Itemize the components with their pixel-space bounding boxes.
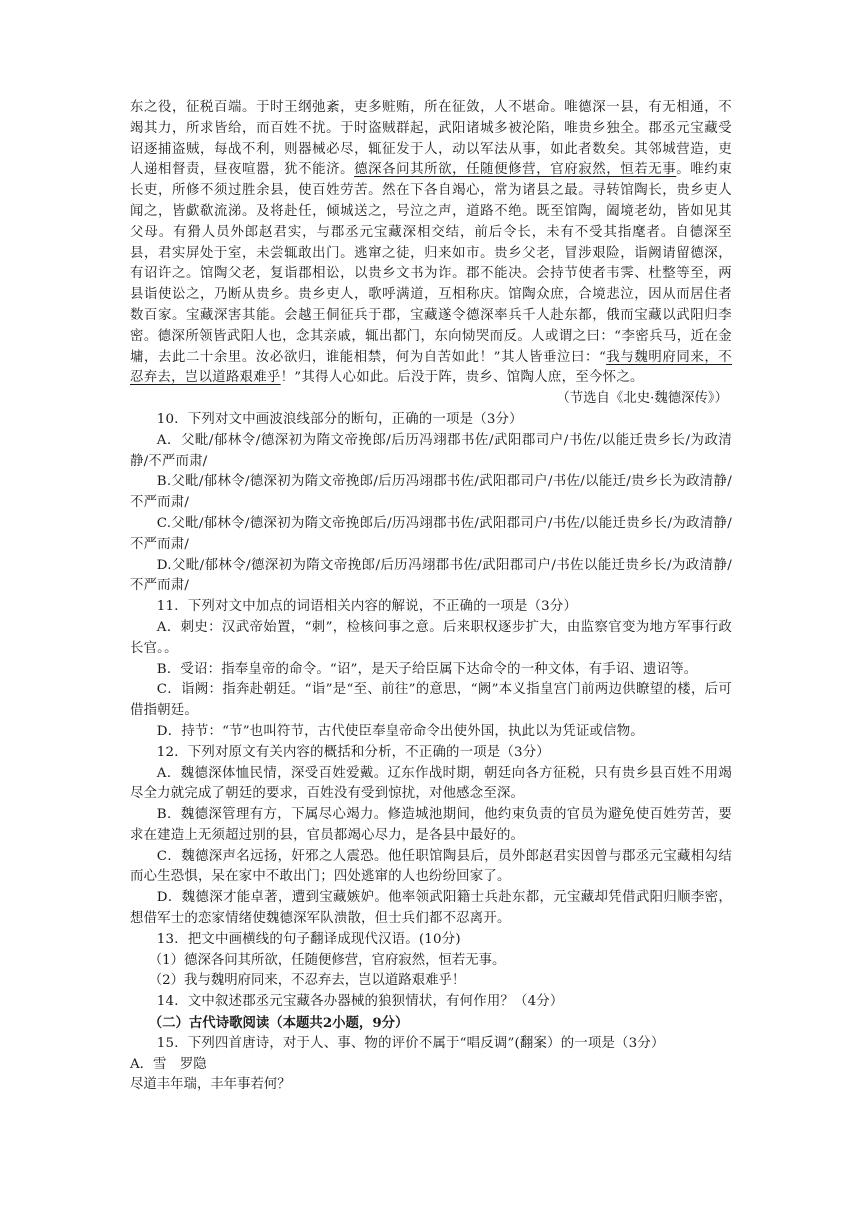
exam-page: [130, 98, 732, 1096]
question-11-option-b: B．受诏：指奉皇帝的命令。“诏”，是天子给臣属下达命令的一种文体，有手诏、遗诏等。: [156, 661, 698, 677]
underlined-sentence-2: 我与魏明府同来，不忍弃去，岂以道路艰难乎: [130, 349, 732, 386]
passage-segment: 。唯约束长吏，所修不须过胜余县，使百姓劳苦。然在下各自竭心，常为诸县之最。寻转馆陶长，贵乡吏人闻之，皆歔欷流涕。及将赴任，倾城送之，号泣之声，道路不绝。既至馆陶，阖境老幼，皆如见其父母。有猾人员外郎赵君实，与郡丞元宝藏深相交结，前后令长，未有不受其指麾者。自德深至县，君实屏处于室，未尝辄敢出门。逃窜之徒，归来如市。贵乡父老，冒涉艰险，诣阙请留德深，有诏许之。馆陶父老，复诣郡相讼，以贵乡文书为诈。郡不能决。会持节使者韦霁、杜整等至，两县诣使讼之，乃断从贵乡。贵乡吏人，歌呼满道，互相称庆。馆陶众庶，合境悲泣，因从而居住者数百家。宝藏深害其能。会越王侗征兵于郡，宝藏遂令德深率兵千人赴东都，俄而宝藏以武阳归李密。德深所领皆武阳人也，念其亲戚，辄出都门，东向恸哭而反。人或谓之曰：“李密兵马，近在金墉，去此二十余里。汝必欲归，谁能相禁，何为自苦如此！”其人皆垂泣曰：“: [130, 162, 732, 365]
question-12-option-b: B．魏德深管理有方，下属尽心竭力。修造城池期间，他约束负责的官员为避免使百姓劳苦，要求在建造上无须超过别的县，官员都竭心尽力，是各县中最好的。: [130, 807, 732, 843]
question-11-stem: 11．下列对文中加点的词语相关内容的解说，不正确的一项是（3分）: [156, 599, 578, 615]
passage-segment: 东之役，征税百端。于时王纲弛紊，吏多赃贿，所在征敛，人不堪命。唯德深一县，有无相通，不竭其力，所求皆给，而百姓不扰。于时盗贼群起，武阳诸城多被沦陷，唯贵乡独全。郡丞元宝藏受诏逐捕盗贼，每战不利，则器械必尽，辄征发于人，动以军法从事，如此者数矣。其邻城营造，吏人递相督责，昼夜喧嚣，犹不能济。: [130, 100, 732, 178]
question-12-option-c: C．魏德深声名远扬，奸邪之人震恐。他任职馆陶县后，员外郎赵君实因曾与郡丞元宝藏相勾结而心生恐惧，呆在家中不敢出门；四处逃窜的人也纷纷回家了。: [130, 848, 732, 885]
question-14-stem: 14．文中叙述郡丞元宝藏各办器械的狼狈情状，有何作用？（4分）: [156, 994, 564, 1010]
section-heading: （二）古代诗歌阅读（本题共2小题，9分）: [148, 1015, 409, 1032]
poem-a-title: A．雪 罗隐: [130, 1056, 207, 1072]
question-11-option-d: D．持节：“节”也叫符节，古代使臣奉皇帝命令出使外国，执此以为凭证或信物。: [156, 723, 644, 739]
question-10-option-c: C.父毗/郁林令/德深初为隋文帝挽郎后/历冯翊郡书佐/武阳郡司户/书佐/以能迁贵乡长/为政清静/不严而肃/: [130, 515, 732, 552]
question-13-sentence-1: （1）德深各问其所欲，任随便修营，官府寂然，恒若无事。: [148, 952, 506, 968]
question-13-sentence-2: （2）我与魏明府同来，不忍弃去，岂以道路艰难乎！: [148, 973, 466, 989]
question-11-option-a: A．刺史：汉武帝始置，“刺”，检核问事之意。后来职权逐步扩大，由监察官变为地方军事行政长官。。: [130, 619, 732, 656]
question-12-stem: 12．下列对原文有关内容的概括和分析，不正确的一项是（3分）: [156, 744, 550, 760]
question-10-option-a: A．父毗/郁林令/德深初为隋文帝挽郎/后历冯翊郡书佐/武阳郡司户/书佐/以能迁贵乡长/为政清静/不严而肃/: [130, 432, 732, 469]
question-15-stem: 15．下列四首唐诗，对于人、事、物的评价不属于“唱反调”(翻案）的一项是（3分）: [156, 1035, 665, 1051]
underlined-sentence-1: 德深各问其所欲，任随便修营，官府寂然，恒若无事: [354, 162, 677, 178]
question-12-option-d: D．魏德深才能卓著，遭到宝藏嫉妒。他率领武阳籍士兵赴东都，元宝藏却凭借武阳归顺李密，想借军士的恋家情绪使魏德深军队溃散，但士兵们都不忍离开。: [130, 890, 732, 927]
question-10-stem: 10．下列对文中画波浪线部分的断句，正确的一项是（3分）: [156, 411, 523, 427]
question-10-option-d: D.父毗/郁林令/德深初为隋文帝挽郎/后历冯翊郡书佐/武阳郡司户/书佐以能迁贵乡长/为政清静/不严而肃/: [130, 557, 732, 594]
passage-source: （节选自《北史·魏德深传》）: [556, 391, 728, 407]
question-12-option-a: A．魏德深体恤民情，深受百姓爱戴。辽东作战时期，朝廷向各方征税，只有贵乡县百姓不用竭尽全力就完成了朝廷的要求，百姓没有受到惊扰，对他感念至深。: [130, 765, 732, 802]
passage-segment: ！”其得人心如此。后没于阵，贵乡、馆陶人庶，至今怀之。: [280, 370, 644, 386]
poem-a-line: 尽道丰年瑞，丰年事若何？: [130, 1077, 291, 1093]
question-13-stem: 13．把文中画横线的句子翻译成现代汉语。(10分): [156, 931, 461, 947]
passage-text: [130, 98, 732, 389]
question-10-option-b: B.父毗/郁林令/德深初为隋文帝挽郎/后历冯翊郡书佐/武阳郡司户/书佐/以能迁/贵乡长为政清静/不严而肃/: [130, 474, 732, 511]
question-11-option-c: C．诣阙：指奔赴朝廷。“诣”是“至、前往”的意思，“阙”本义指皇宫门前两边供瞭望的楼，后可借指朝廷。: [130, 682, 732, 719]
